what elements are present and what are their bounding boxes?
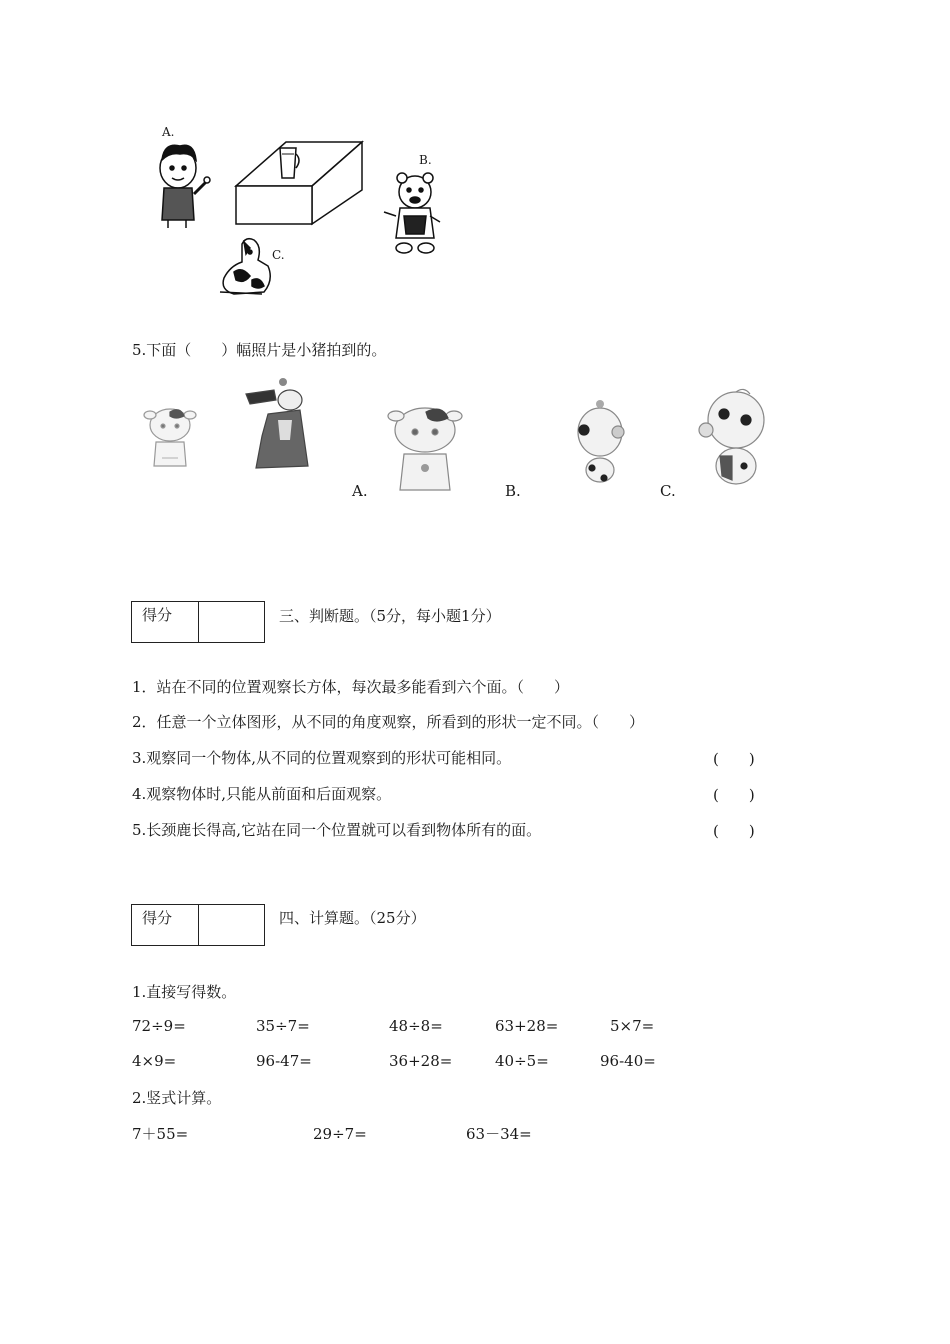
small-cow-photo — [144, 409, 196, 466]
q5-option-b: B. — [505, 482, 521, 500]
calc-row2-item1: 4×9= — [132, 1052, 177, 1070]
judge-item-4-answer[interactable]: ( ) — [713, 786, 755, 804]
pig-back-photo — [246, 378, 308, 468]
judge-item-3: 3.观察同一个物体,从不同的位置观察到的形状可能相同。 — [132, 749, 512, 767]
figure-label-c: C. — [272, 248, 285, 262]
judge-item-3-answer[interactable]: ( ) — [713, 750, 755, 768]
judge-item-5-answer[interactable]: ( ) — [713, 822, 755, 840]
calc-row1-item4: 63+28= — [495, 1017, 559, 1035]
judge-item-1: 1．站在不同的位置观察长方体，每次最多能看到六个面。（ ） — [132, 678, 570, 696]
calc-sub2-title: 2.竖式计算。 — [132, 1089, 222, 1107]
figure-label-b: B. — [419, 153, 432, 167]
calc-row2-item4: 40÷5= — [495, 1052, 549, 1070]
q5-option-a: A. — [352, 482, 368, 500]
bear-illustration — [384, 173, 440, 253]
judge-item-2: 2．任意一个立体图形，从不同的角度观察，所看到的形状一定不同。（ ） — [132, 713, 645, 731]
figure-drawing — [150, 120, 450, 305]
section4-score-label: 得分 — [142, 909, 173, 927]
calc-row2-item2: 96-47= — [256, 1052, 312, 1070]
q5-drawing — [140, 370, 780, 510]
pig-option-c-photo — [699, 389, 764, 484]
calc-row1-item5: 5×7= — [610, 1017, 655, 1035]
section4-title: 四、计算题。（25分） — [279, 909, 426, 927]
dog-illustration — [220, 239, 270, 294]
judge-item-5: 5.长颈鹿长得高,它站在同一个位置就可以看到物体所有的面。 — [132, 821, 542, 839]
boy-illustration — [160, 145, 210, 228]
calc-row3-item3: 63－34= — [466, 1125, 532, 1143]
calc-row2-item5: 96-40= — [600, 1052, 656, 1070]
pig-option-b-photo — [578, 400, 624, 482]
q5-text: 5.下面（ ）幅照片是小猪拍到的。 — [132, 341, 387, 359]
section3-score-box[interactable] — [131, 601, 265, 643]
calc-row1-item3: 48÷8= — [389, 1017, 443, 1035]
calc-row3-item1: 7＋55= — [132, 1125, 189, 1143]
box-illustration — [236, 142, 362, 224]
calc-row3-item2: 29÷7= — [313, 1125, 367, 1143]
figure-label-a: A. — [162, 125, 175, 139]
judge-item-4: 4.观察物体时,只能从前面和后面观察。 — [132, 785, 392, 803]
calc-row1-item2: 35÷7= — [256, 1017, 310, 1035]
calc-row2-item3: 36+28= — [389, 1052, 453, 1070]
calc-sub1-title: 1.直接写得数。 — [132, 983, 237, 1001]
q5-option-c: C. — [660, 482, 676, 500]
q5-pictures — [140, 370, 780, 510]
section3-score-label: 得分 — [142, 606, 173, 624]
section3-title: 三、判断题。（5分，每小题1分） — [279, 607, 501, 625]
observation-figure — [150, 120, 450, 305]
calc-row1-item1: 72÷9= — [132, 1017, 186, 1035]
cow-option-a-photo — [388, 408, 462, 490]
section4-score-box[interactable] — [131, 904, 265, 946]
